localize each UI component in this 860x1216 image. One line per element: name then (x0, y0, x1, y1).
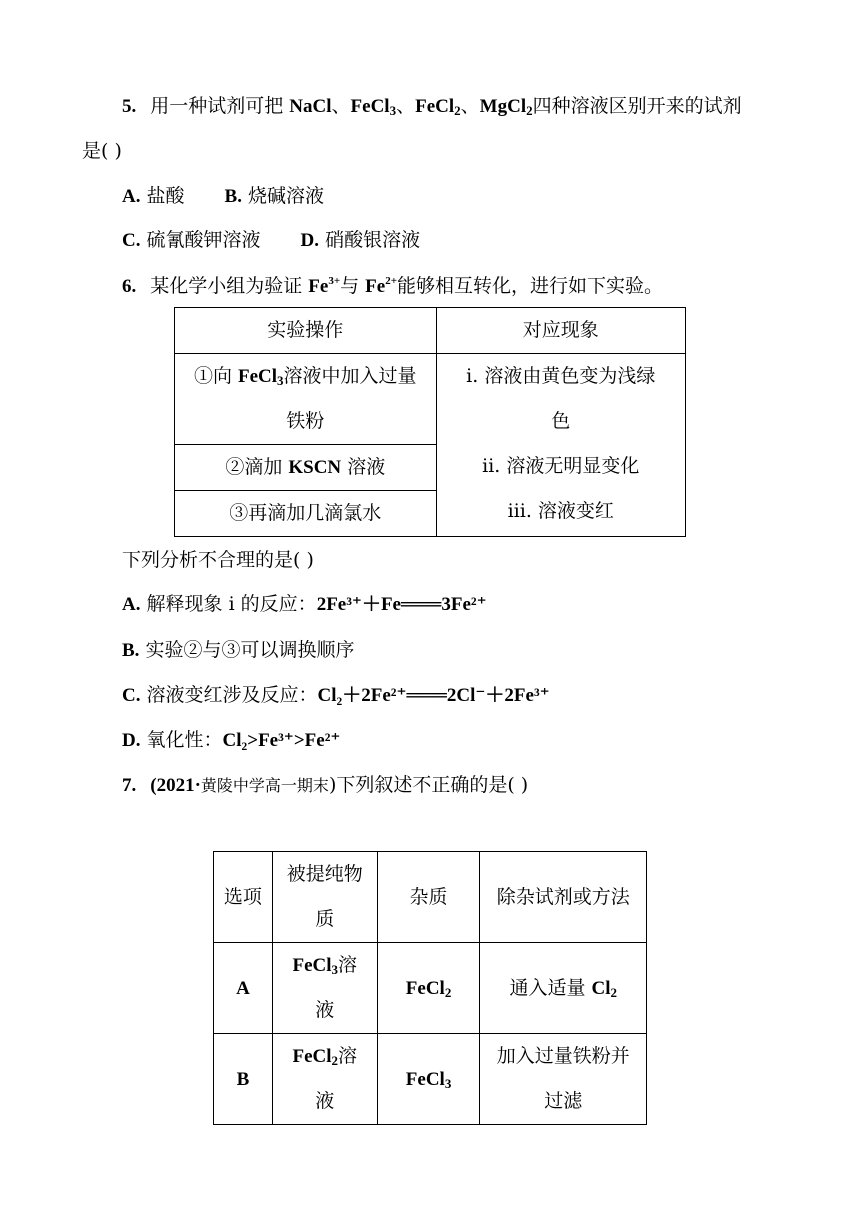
q6-option-c: C. 溶液变红涉及反应：Cl₂＋2Fe²⁺═══2Cl⁻＋2Fe³⁺ (122, 684, 550, 706)
q6-option-a: A. 解释现象 ⅰ 的反应：2Fe³⁺＋Fe═══3Fe²⁺ (122, 593, 487, 615)
q6-header-operation: 实验操作 (175, 308, 437, 354)
q6-stem: 下列分析不合理的是( ) (122, 549, 314, 571)
table-row: A FeCl$_3$溶 液 FeCl$_2$ 通入适量 $Cl_2$ (214, 943, 647, 1034)
q5-line1: 5. 用一种试剂可把 NaCl、FeCl$_3$、FeCl$_2$、MgCl$_2$四种溶液区别开来的试剂 (122, 95, 742, 118)
q7-purification-table (213, 851, 647, 1125)
q6-option-d: D. 氧化性：Cl₂>Fe³⁺>Fe²⁺ (122, 729, 341, 751)
q6-experiment-table (174, 307, 686, 537)
q6-option-b: B. 实验②与③可以调换顺序 (122, 639, 355, 661)
q7-number: 7. (122, 775, 137, 796)
q6-phenomena: ⅰ. 溶液由黄色变为浅绿 色 ⅱ. 溶液无明显变化 ⅲ. 溶液变红 (436, 354, 685, 537)
q6-number: 6. (122, 276, 137, 297)
q6-line1: 6. 某化学小组为验证 $Fe^{3+}$与 $Fe^{2+}$能够相互转化，进行如下实验。 (122, 275, 664, 297)
q5-line2: 是( ) (82, 140, 122, 162)
q6-step-2: ②滴加 KSCN 溶液 (175, 445, 437, 491)
q7-header-option: 选项 (214, 852, 273, 943)
q7-line1: 7. (2021·黄陵中学高一期末)下列叙述不正确的是( ) (122, 774, 529, 796)
q5-number: 5. (122, 96, 137, 117)
q6-step-1: ①向 FeCl$_3$溶液中加入过量 铁粉 (175, 354, 437, 445)
q7-header-substance: 被提纯物 质 (272, 852, 377, 943)
q6-step-3: ③再滴加几滴氯水 (175, 491, 437, 537)
q5-options-ab: A. 盐酸 B. 烧碱溶液 (122, 185, 325, 207)
table-row: B FeCl$_2$溶 液 FeCl$_3$ 加入过量铁粉并 过滤 (214, 1034, 647, 1125)
q7-header-method: 除杂试剂或方法 (480, 852, 647, 943)
q7-header-impurity: 杂质 (377, 852, 480, 943)
q5-options-cd: C. 硫氰酸钾溶液 D. 硝酸银溶液 (122, 229, 421, 251)
q6-header-phenomenon: 对应现象 (436, 308, 685, 354)
